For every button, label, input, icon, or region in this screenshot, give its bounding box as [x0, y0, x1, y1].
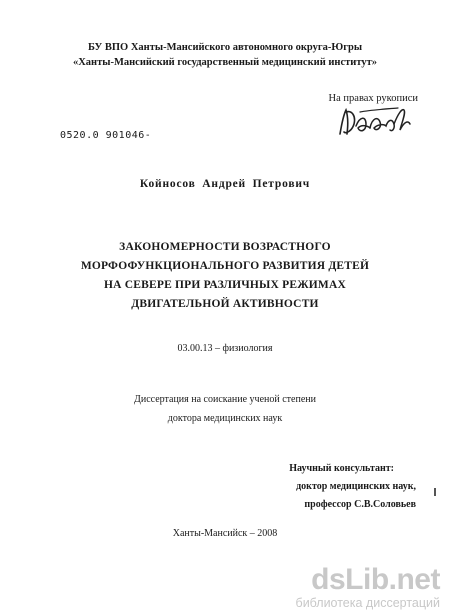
- dissertation-title: [0, 238, 450, 314]
- watermark-logo: dsLib.net: [311, 562, 440, 596]
- title-line-3: НА СЕВЕРЕ ПРИ РАЗЛИЧНЫХ РЕЖИМАХ: [104, 279, 346, 291]
- document-number: 0520.0 901046-: [60, 130, 152, 141]
- title-line-1: ЗАКОНОМЕРНОСТИ ВОЗРАСТНОГО: [119, 241, 331, 253]
- title-line-4: ДВИГАТЕЛЬНОЙ АКТИВНОСТИ: [131, 298, 319, 310]
- author-name: Койносов Андрей Петрович: [139, 178, 311, 190]
- institution-line-1: БУ ВПО Ханты-Мансийского автономного округа-Югры: [87, 42, 363, 53]
- city-year: Ханты-Мансийск – 2008: [172, 528, 278, 539]
- scan-mark: [434, 488, 436, 496]
- handwritten-signature: [336, 104, 414, 140]
- rights-notice: На правах рукописи: [328, 93, 418, 104]
- degree-statement-line-1: Диссертация на соискание ученой степени: [134, 394, 316, 405]
- watermark-caption: библиотека диссертаций: [295, 595, 440, 610]
- advisor-name: профессор С.В.Соловьев: [304, 499, 416, 510]
- advisor-degree: доктор медицинских наук,: [296, 481, 416, 492]
- advisor-label: Научный консультант:: [289, 463, 394, 474]
- watermark: [295, 562, 440, 610]
- institution-line-2: «Ханты-Мансийский государственный медицинский институт»: [72, 57, 378, 68]
- title-line-2: МОРФОФУНКЦИОНАЛЬНОГО РАЗВИТИЯ ДЕТЕЙ: [80, 260, 370, 272]
- degree-statement-line-2: доктора медицинских наук: [167, 413, 283, 424]
- specialty-code: 03.00.13 – физиология: [177, 343, 273, 354]
- scientific-advisor: [289, 460, 416, 514]
